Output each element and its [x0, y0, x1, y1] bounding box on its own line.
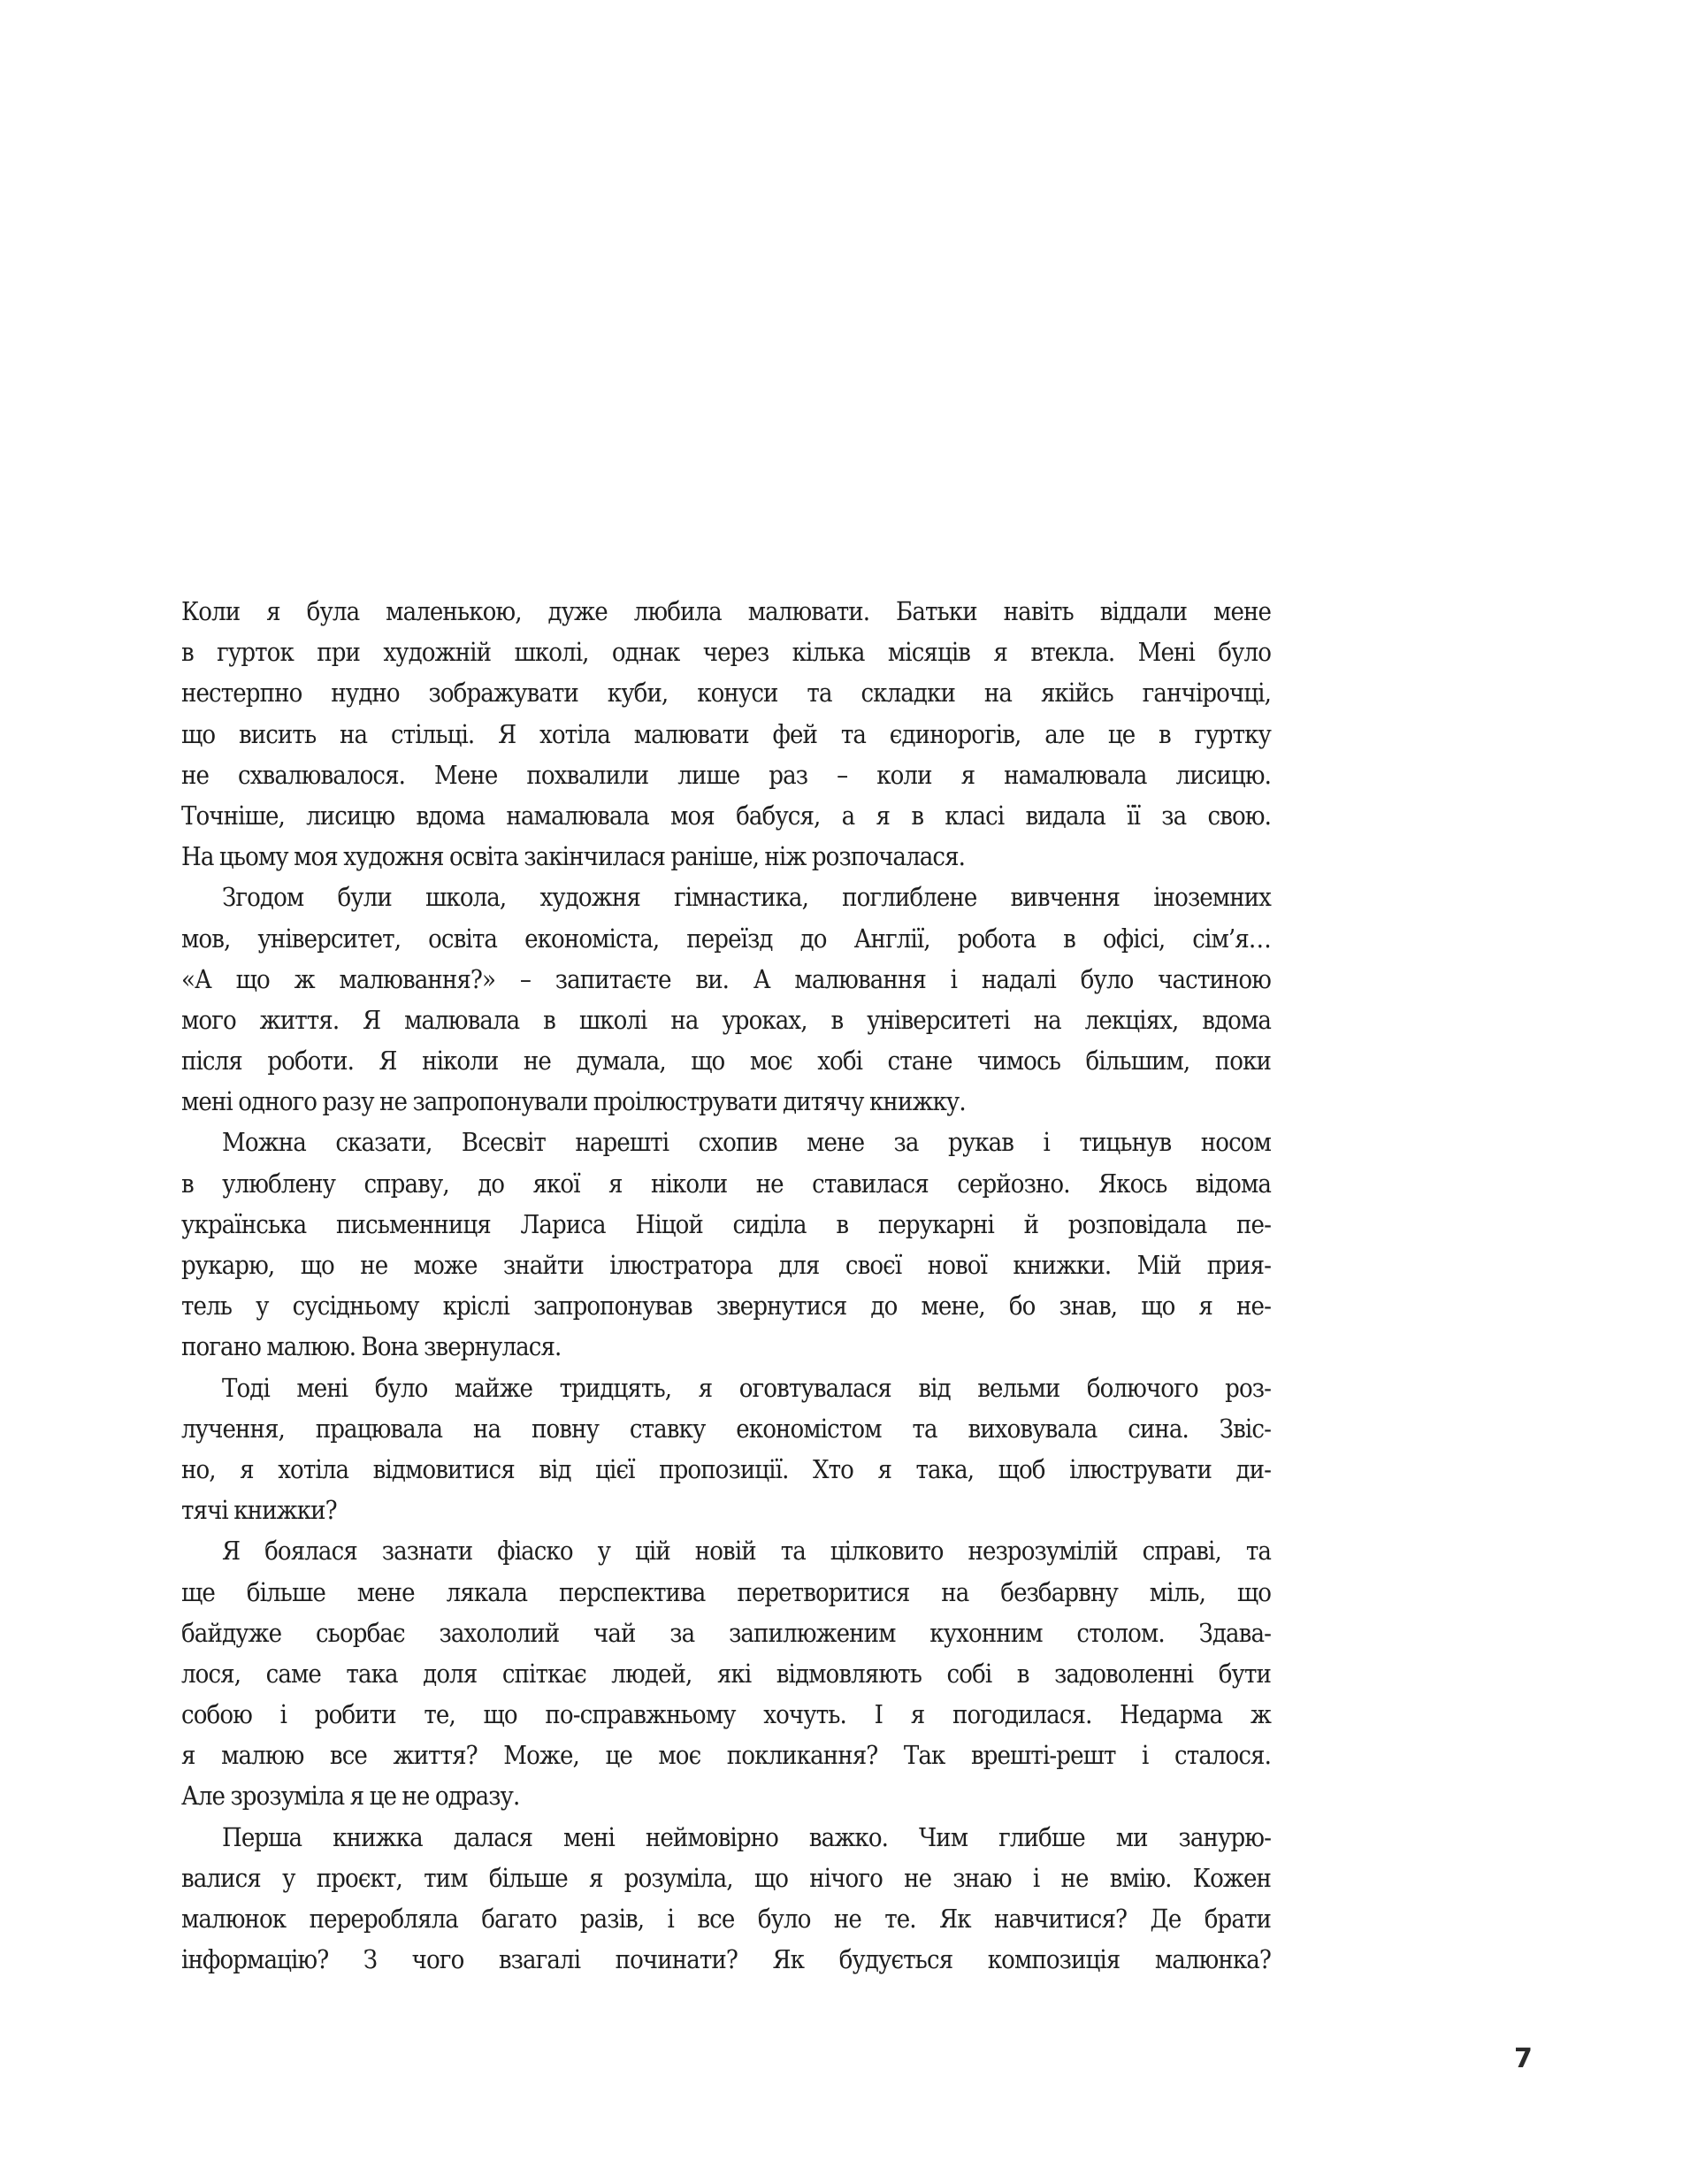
paragraph-4 [181, 1368, 1271, 1531]
text-line: лося, саме така доля спіткає людей, які відмовляють собі в задоволенні бути [181, 1658, 1271, 1689]
text-line: що висить на стільці. Я хотіла малювати фей та єдинорогів, але це в гуртку [181, 718, 1271, 749]
text-line: Перша книжка далася мені неймовірно важко. Чим глибше ми занурю- [222, 1821, 1271, 1852]
text-line: українська письменниця Лариса Ніцой сиділа в перукарні й розповідала пе- [181, 1208, 1271, 1239]
text-line: байдуже сьорбає захололий чай за запилюженим кухонним столом. Здава- [181, 1617, 1271, 1648]
text-line: мені одного разу не запропонували проілюструвати дитячу книжку. [181, 1086, 966, 1117]
text-line: Тоді мені було майже тридцять, я оговтувалася від вельми болючого роз- [222, 1372, 1271, 1403]
text-line: но, я хотіла відмовитися від цієї пропозиції. Хто я така, щоб ілюструвати ди- [181, 1453, 1271, 1484]
text-line: в улюблену справу, до якої я ніколи не ставилася серйозно. Якось відома [181, 1168, 1271, 1199]
text-line: після роботи. Я ніколи не думала, що моє хобі стане чимось більшим, поки [181, 1046, 1271, 1077]
text-line: валися у проєкт, тим більше я розуміла, що нічого не знаю і не вмію. Кожен [181, 1862, 1271, 1893]
text-line: собою і робити те, що по-справжньому хочуть. І я погодилася. Недарма ж [181, 1699, 1271, 1730]
text-line: лучення, працювала на повну ставку економістом та виховувала сина. Звіс- [181, 1413, 1271, 1444]
text-line: Точніше, лисицю вдома намалювала моя бабуся, а я в класі видала її за свою. [181, 800, 1271, 831]
text-line: Я боялася зазнати фіаско у цій новій та цілковито незрозумілій справі, та [222, 1536, 1271, 1567]
text-line: На цьому моя художня освіта закінчилася раніше, ніж розпочалася. [181, 841, 966, 872]
paragraph-3 [181, 1122, 1271, 1367]
page-number: 7 [1514, 2043, 1533, 2074]
text-line: нестерпно нудно зображувати куби, конуси та складки на якійсь ганчірочці, [181, 678, 1271, 709]
text-line: Але зрозуміла я це не одразу. [181, 1781, 520, 1812]
text-line: тель у сусідньому кріслі запропонував звернутися до мене, бо знав, що я не- [181, 1291, 1271, 1322]
text-line: погано малюю. Вона звернулася. [181, 1331, 562, 1362]
text-line: мов, університет, освіта економіста, переїзд до Англії, робота в офісі, сім’я… [181, 923, 1271, 954]
text-line: рукарю, що не може знайти ілюстратора для своєї нової книжки. Мій прия- [181, 1250, 1271, 1280]
text-line: тячі книжки? [181, 1495, 337, 1526]
text-line: ще більше мене лякала перспектива перетворитися на безбарвну міль, що [181, 1576, 1271, 1607]
paragraph-6 [181, 1817, 1271, 1981]
text-line: Коли я була маленькою, дуже любила малювати. Батьки навіть віддали мене [181, 596, 1271, 626]
text-line: в гурток при художній школі, однак через кілька місяців я втекла. Мені було [181, 637, 1271, 668]
text-line: мого життя. Я малювала в школі на уроках, в університеті на лекціях, вдома [181, 1004, 1271, 1035]
text-line: малюнок переробляла багато разів, і все було не те. Як навчитися? Де брати [181, 1904, 1271, 1934]
paragraph-2 [181, 877, 1271, 1122]
text-line: Згодом були школа, художня гімнастика, поглиблене вивчення іноземних [222, 882, 1271, 913]
text-line: «А що ж малювання?» – запитаєте ви. А малювання і надалі було частиною [181, 963, 1271, 994]
text-line: інформацію? З чого взагалі починати? Як будується композиція малюнка? [181, 1944, 1271, 1975]
body-text [181, 591, 1271, 1980]
text-line: не схвалювалося. Мене похвалили лише раз – коли я намалювала лисицю. [181, 759, 1271, 790]
text-line: Можна сказати, Всесвіт нарешті схопив мене за рукав і тицьнув носом [222, 1127, 1271, 1158]
text-line: я малюю все життя? Може, це моє покликання? Так врешті-решт і сталося. [181, 1740, 1271, 1771]
paragraph-5 [181, 1530, 1271, 1816]
paragraph-1 [181, 591, 1271, 877]
